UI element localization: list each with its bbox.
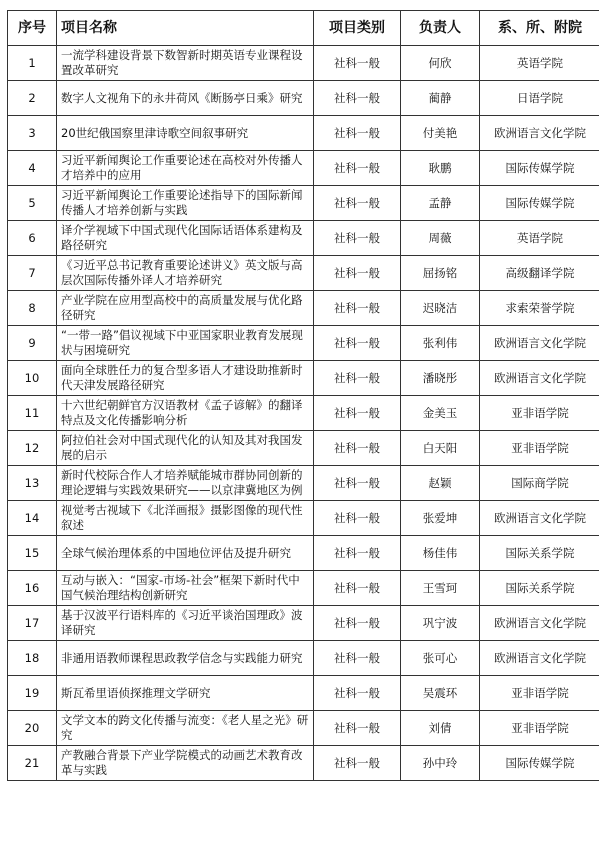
- cell-lead: 白天阳: [401, 431, 480, 466]
- cell-type: 社科一般: [314, 326, 401, 361]
- cell-lead: 蔺静: [401, 81, 480, 116]
- cell-name: “一带一路”倡议视域下中亚国家职业教育发展现状与困境研究: [57, 326, 314, 361]
- cell-lead: 赵颖: [401, 466, 480, 501]
- cell-type: 社科一般: [314, 571, 401, 606]
- cell-name: 文学文本的跨文化传播与流变：《老人星之光》研究: [57, 711, 314, 746]
- cell-dept: 高级翻译学院: [480, 256, 599, 291]
- cell-type: 社科一般: [314, 81, 401, 116]
- table-row: [8, 606, 599, 641]
- cell-type: 社科一般: [314, 46, 401, 81]
- cell-dept: 亚非语学院: [480, 711, 599, 746]
- table-row: [8, 221, 599, 256]
- cell-type: 社科一般: [314, 501, 401, 536]
- header-name: 项目名称: [57, 11, 314, 46]
- cell-no: 2: [8, 81, 57, 116]
- cell-dept: 欧洲语言文化学院: [480, 606, 599, 641]
- cell-name: 视觉考古视域下《北洋画报》摄影图像的现代性叙述: [57, 501, 314, 536]
- cell-name: 一流学科建设背景下数智新时期英语专业课程设置改革研究: [57, 46, 314, 81]
- cell-no: 15: [8, 536, 57, 571]
- cell-dept: 国际传媒学院: [480, 186, 599, 221]
- cell-name: 译介学视域下中国式现代化国际话语体系建构及路径研究: [57, 221, 314, 256]
- table-row: [8, 81, 599, 116]
- cell-name: 面向全球胜任力的复合型多语人才建设助推新时代天津发展路径研究: [57, 361, 314, 396]
- cell-type: 社科一般: [314, 606, 401, 641]
- cell-type: 社科一般: [314, 396, 401, 431]
- cell-dept: 欧洲语言文化学院: [480, 641, 599, 676]
- table-row: [8, 326, 599, 361]
- cell-no: 7: [8, 256, 57, 291]
- cell-name: 互动与嵌入：“国家-市场-社会”框架下新时代中国气候治理结构创新研究: [57, 571, 314, 606]
- table-row: [8, 396, 599, 431]
- cell-name: 全球气候治理体系的中国地位评估及提升研究: [57, 536, 314, 571]
- cell-no: 10: [8, 361, 57, 396]
- table-row: [8, 291, 599, 326]
- cell-lead: 何欣: [401, 46, 480, 81]
- cell-name: 产业学院在应用型高校中的高质量发展与优化路径研究: [57, 291, 314, 326]
- cell-no: 11: [8, 396, 57, 431]
- cell-lead: 刘倩: [401, 711, 480, 746]
- header-type: 项目类别: [314, 11, 401, 46]
- cell-dept: 国际关系学院: [480, 571, 599, 606]
- table-row: [8, 431, 599, 466]
- cell-name: 十六世纪朝鲜官方汉语教材《孟子谚解》的翻译特点及文化传播影响分析: [57, 396, 314, 431]
- header-no: 序号: [8, 11, 57, 46]
- cell-no: 4: [8, 151, 57, 186]
- table-row: [8, 571, 599, 606]
- project-table: [7, 10, 599, 781]
- cell-lead: 潘晓彤: [401, 361, 480, 396]
- cell-lead: 迟晓洁: [401, 291, 480, 326]
- cell-no: 3: [8, 116, 57, 151]
- cell-dept: 欧洲语言文化学院: [480, 116, 599, 151]
- cell-lead: 吴震环: [401, 676, 480, 711]
- cell-type: 社科一般: [314, 676, 401, 711]
- table-row: [8, 711, 599, 746]
- table-row: [8, 151, 599, 186]
- cell-dept: 国际传媒学院: [480, 151, 599, 186]
- cell-no: 1: [8, 46, 57, 81]
- cell-no: 21: [8, 746, 57, 781]
- cell-no: 5: [8, 186, 57, 221]
- cell-name: 产教融合背景下产业学院模式的动画艺术教育改革与实践: [57, 746, 314, 781]
- table-row: [8, 46, 599, 81]
- cell-lead: 孟静: [401, 186, 480, 221]
- cell-name: 基于汉波平行语料库的《习近平谈治国理政》波译研究: [57, 606, 314, 641]
- cell-name: 新时代校际合作人才培养赋能城市群协同创新的理论逻辑与实践效果研究——以京津冀地区为例: [57, 466, 314, 501]
- cell-type: 社科一般: [314, 536, 401, 571]
- cell-dept: 国际传媒学院: [480, 746, 599, 781]
- header-dept: 系、所、附院: [480, 11, 599, 46]
- cell-no: 6: [8, 221, 57, 256]
- table-row: [8, 501, 599, 536]
- cell-dept: 亚非语学院: [480, 431, 599, 466]
- cell-lead: 耿鹏: [401, 151, 480, 186]
- table-row: [8, 186, 599, 221]
- table-row: [8, 676, 599, 711]
- cell-name: 习近平新闻舆论工作重要论述在高校对外传播人才培养中的应用: [57, 151, 314, 186]
- cell-no: 8: [8, 291, 57, 326]
- cell-name: 斯瓦希里语侦探推理文学研究: [57, 676, 314, 711]
- cell-lead: 张可心: [401, 641, 480, 676]
- cell-name: 20世纪俄国察里津诗歌空间叙事研究: [57, 116, 314, 151]
- cell-dept: 欧洲语言文化学院: [480, 361, 599, 396]
- cell-no: 14: [8, 501, 57, 536]
- cell-lead: 周薇: [401, 221, 480, 256]
- cell-type: 社科一般: [314, 116, 401, 151]
- cell-type: 社科一般: [314, 431, 401, 466]
- cell-dept: 国际关系学院: [480, 536, 599, 571]
- cell-type: 社科一般: [314, 291, 401, 326]
- header-lead: 负责人: [401, 11, 480, 46]
- table-row: [8, 466, 599, 501]
- cell-type: 社科一般: [314, 151, 401, 186]
- table-row: [8, 116, 599, 151]
- table-row: [8, 746, 599, 781]
- cell-dept: 英语学院: [480, 221, 599, 256]
- cell-dept: 英语学院: [480, 46, 599, 81]
- cell-type: 社科一般: [314, 186, 401, 221]
- table-row: [8, 361, 599, 396]
- cell-no: 12: [8, 431, 57, 466]
- header-row: [8, 11, 599, 46]
- cell-type: 社科一般: [314, 711, 401, 746]
- cell-no: 17: [8, 606, 57, 641]
- cell-name: 阿拉伯社会对中国式现代化的认知及其对我国发展的启示: [57, 431, 314, 466]
- cell-lead: 金美玉: [401, 396, 480, 431]
- cell-lead: 杨佳伟: [401, 536, 480, 571]
- cell-no: 16: [8, 571, 57, 606]
- cell-lead: 孙中玲: [401, 746, 480, 781]
- cell-type: 社科一般: [314, 256, 401, 291]
- cell-no: 19: [8, 676, 57, 711]
- cell-dept: 欧洲语言文化学院: [480, 326, 599, 361]
- table-row: [8, 641, 599, 676]
- cell-type: 社科一般: [314, 221, 401, 256]
- cell-lead: 付美艳: [401, 116, 480, 151]
- cell-dept: 亚非语学院: [480, 676, 599, 711]
- cell-name: 习近平新闻舆论工作重要论述指导下的国际新闻传播人才培养创新与实践: [57, 186, 314, 221]
- table-row: [8, 256, 599, 291]
- cell-lead: 张爱坤: [401, 501, 480, 536]
- cell-name: 非通用语教师课程思政教学信念与实践能力研究: [57, 641, 314, 676]
- cell-type: 社科一般: [314, 466, 401, 501]
- cell-type: 社科一般: [314, 361, 401, 396]
- cell-dept: 亚非语学院: [480, 396, 599, 431]
- cell-lead: 屈扬铭: [401, 256, 480, 291]
- cell-lead: 巩宁波: [401, 606, 480, 641]
- cell-no: 9: [8, 326, 57, 361]
- cell-dept: 国际商学院: [480, 466, 599, 501]
- cell-no: 13: [8, 466, 57, 501]
- cell-dept: 欧洲语言文化学院: [480, 501, 599, 536]
- table-row: [8, 536, 599, 571]
- cell-name: 数字人文视角下的永井荷风《断肠亭日乘》研究: [57, 81, 314, 116]
- table-body: [8, 46, 599, 781]
- cell-no: 18: [8, 641, 57, 676]
- cell-dept: 求索荣誉学院: [480, 291, 599, 326]
- cell-lead: 王雪珂: [401, 571, 480, 606]
- cell-name: 《习近平总书记教育重要论述讲义》英文版与高层次国际传播外译人才培养研究: [57, 256, 314, 291]
- cell-dept: 日语学院: [480, 81, 599, 116]
- cell-no: 20: [8, 711, 57, 746]
- cell-type: 社科一般: [314, 641, 401, 676]
- cell-type: 社科一般: [314, 746, 401, 781]
- cell-lead: 张利伟: [401, 326, 480, 361]
